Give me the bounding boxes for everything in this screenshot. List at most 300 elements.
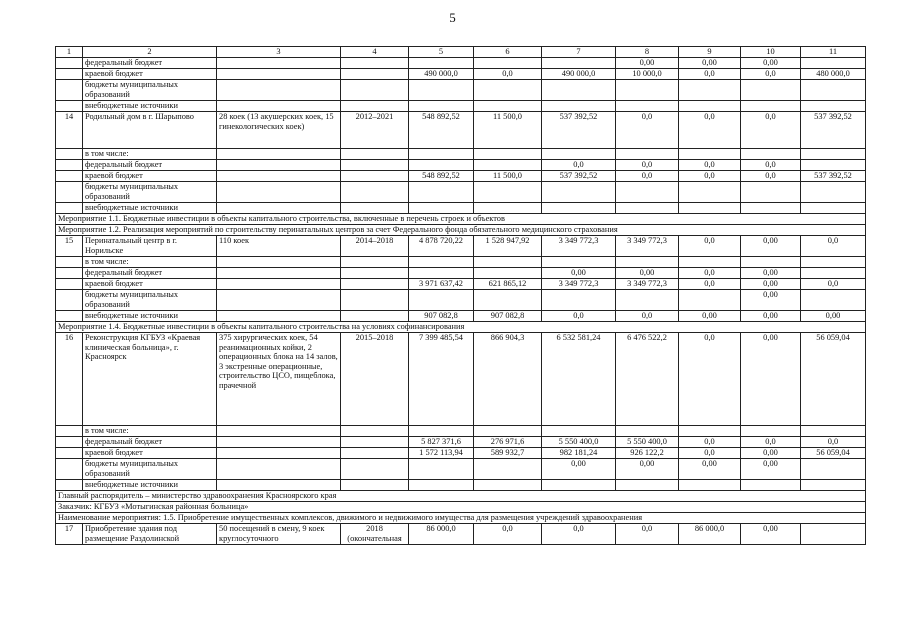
table-row bbox=[56, 333, 866, 426]
value-cell bbox=[741, 80, 801, 101]
value-cell: 621 865,12 bbox=[474, 279, 542, 290]
page-number: 5 bbox=[449, 10, 456, 25]
table-row bbox=[56, 290, 866, 311]
table-row bbox=[56, 437, 866, 448]
capacity-cell bbox=[217, 58, 341, 69]
value-cell bbox=[409, 480, 474, 491]
value-cell: 907 082,8 bbox=[409, 311, 474, 322]
table-row bbox=[56, 69, 866, 80]
value-cell: 0,0 bbox=[801, 279, 866, 290]
value-cell: 0,00 bbox=[741, 333, 801, 426]
value-cell bbox=[474, 160, 542, 171]
period-cell bbox=[341, 448, 409, 459]
name-cell: федеральный бюджет bbox=[83, 160, 217, 171]
value-cell bbox=[409, 257, 474, 268]
table-row bbox=[56, 58, 866, 69]
name-cell: в том числе: bbox=[83, 149, 217, 160]
value-cell: 548 892,52 bbox=[409, 112, 474, 149]
value-cell: 0,0 bbox=[616, 160, 679, 171]
value-cell: 6 476 522,2 bbox=[616, 333, 679, 426]
header-row bbox=[56, 47, 866, 58]
value-cell: 0,00 bbox=[679, 459, 741, 480]
value-cell bbox=[474, 58, 542, 69]
value-cell bbox=[616, 480, 679, 491]
value-cell: 982 181,24 bbox=[542, 448, 616, 459]
capacity-cell bbox=[217, 268, 341, 279]
value-cell bbox=[542, 480, 616, 491]
period-cell bbox=[341, 149, 409, 160]
row-number-cell bbox=[56, 171, 83, 182]
period-cell: 2014–2018 bbox=[341, 236, 409, 257]
value-cell: 3 349 772,3 bbox=[616, 279, 679, 290]
row-number-cell bbox=[56, 257, 83, 268]
value-cell bbox=[741, 203, 801, 214]
value-cell: 7 399 485,54 bbox=[409, 333, 474, 426]
value-cell: 0,0 bbox=[616, 112, 679, 149]
capacity-cell bbox=[217, 182, 341, 203]
period-cell bbox=[341, 290, 409, 311]
value-cell: 0,0 bbox=[474, 524, 542, 545]
value-cell: 56 059,04 bbox=[801, 448, 866, 459]
section-title: Мероприятие 1.2. Реализация мероприятий по строительству перинатальных центров за счет Федерального фонда обязательного медицинского страхования bbox=[56, 225, 866, 236]
value-cell bbox=[741, 480, 801, 491]
value-cell: 0,0 bbox=[741, 112, 801, 149]
period-cell bbox=[341, 58, 409, 69]
section-title: Мероприятие 1.1. Бюджетные инвестиции в объекты капитального строительства, включенные в перечень строек и объектов bbox=[56, 214, 866, 225]
row-number-cell bbox=[56, 290, 83, 311]
capacity-cell bbox=[217, 160, 341, 171]
value-cell: 0,0 bbox=[679, 160, 741, 171]
value-cell bbox=[801, 160, 866, 171]
value-cell bbox=[679, 203, 741, 214]
name-cell: внебюджетные источники bbox=[83, 203, 217, 214]
value-cell bbox=[474, 101, 542, 112]
value-cell bbox=[679, 257, 741, 268]
row-number-cell bbox=[56, 203, 83, 214]
table-row bbox=[56, 311, 866, 322]
value-cell: 6 532 581,24 bbox=[542, 333, 616, 426]
value-cell bbox=[616, 426, 679, 437]
capacity-cell bbox=[217, 80, 341, 101]
value-cell bbox=[679, 182, 741, 203]
value-cell: 0,0 bbox=[679, 437, 741, 448]
section-row bbox=[56, 513, 866, 524]
value-cell: 3 971 637,42 bbox=[409, 279, 474, 290]
value-cell: 0,0 bbox=[679, 268, 741, 279]
value-cell: 490 000,0 bbox=[409, 69, 474, 80]
value-cell: 4 878 720,22 bbox=[409, 236, 474, 257]
capacity-cell: 110 коек bbox=[217, 236, 341, 257]
value-cell: 0,0 bbox=[474, 69, 542, 80]
period-cell bbox=[341, 426, 409, 437]
capacity-cell bbox=[217, 459, 341, 480]
value-cell: 0,00 bbox=[741, 524, 801, 545]
value-cell bbox=[474, 426, 542, 437]
section-title: Заказчик: КГБУЗ «Мотыгинская районная больница» bbox=[56, 502, 866, 513]
value-cell bbox=[801, 149, 866, 160]
table-row bbox=[56, 101, 866, 112]
value-cell bbox=[679, 290, 741, 311]
header-cell: 7 bbox=[542, 47, 616, 58]
value-cell bbox=[801, 268, 866, 279]
section-row bbox=[56, 225, 866, 236]
value-cell bbox=[542, 257, 616, 268]
value-cell: 0,00 bbox=[741, 268, 801, 279]
table-row bbox=[56, 268, 866, 279]
value-cell bbox=[409, 58, 474, 69]
value-cell bbox=[409, 426, 474, 437]
value-cell: 0,0 bbox=[679, 279, 741, 290]
row-number-cell bbox=[56, 448, 83, 459]
header-cell: 11 bbox=[801, 47, 866, 58]
value-cell: 0,00 bbox=[801, 311, 866, 322]
value-cell bbox=[474, 459, 542, 480]
table-row bbox=[56, 459, 866, 480]
value-cell bbox=[801, 426, 866, 437]
name-cell: бюджеты муниципальных образований bbox=[83, 290, 217, 311]
value-cell bbox=[474, 257, 542, 268]
name-cell: федеральный бюджет bbox=[83, 268, 217, 279]
value-cell: 0,00 bbox=[741, 279, 801, 290]
row-number-cell bbox=[56, 58, 83, 69]
table-row bbox=[56, 171, 866, 182]
name-cell: Родильный дом в г. Шарыпово bbox=[83, 112, 217, 149]
value-cell: 0,00 bbox=[741, 311, 801, 322]
name-cell: внебюджетные источники bbox=[83, 311, 217, 322]
period-cell bbox=[341, 80, 409, 101]
name-cell: внебюджетные источники bbox=[83, 480, 217, 491]
name-cell: краевой бюджет bbox=[83, 171, 217, 182]
value-cell: 0,00 bbox=[616, 58, 679, 69]
value-cell: 0,0 bbox=[542, 160, 616, 171]
period-cell: 2012–2021 bbox=[341, 112, 409, 149]
capacity-cell bbox=[217, 426, 341, 437]
value-cell: 0,0 bbox=[741, 160, 801, 171]
value-cell: 0,00 bbox=[542, 268, 616, 279]
value-cell bbox=[409, 101, 474, 112]
row-number-cell bbox=[56, 437, 83, 448]
period-cell bbox=[341, 182, 409, 203]
table-row bbox=[56, 149, 866, 160]
name-cell: краевой бюджет bbox=[83, 279, 217, 290]
row-number-cell: 15 bbox=[56, 236, 83, 257]
value-cell: 537 392,52 bbox=[542, 171, 616, 182]
table-row bbox=[56, 524, 866, 545]
table-row bbox=[56, 160, 866, 171]
capacity-cell: 50 посещений в смену, 9 коек круглосуточного bbox=[217, 524, 341, 545]
header-cell: 4 bbox=[341, 47, 409, 58]
row-number-cell bbox=[56, 101, 83, 112]
value-cell: 0,0 bbox=[616, 171, 679, 182]
capacity-cell bbox=[217, 480, 341, 491]
capacity-cell bbox=[217, 101, 341, 112]
value-cell: 276 971,6 bbox=[474, 437, 542, 448]
value-cell bbox=[474, 268, 542, 279]
value-cell bbox=[409, 268, 474, 279]
row-number-cell bbox=[56, 149, 83, 160]
value-cell: 10 000,0 bbox=[616, 69, 679, 80]
header-cell: 9 bbox=[679, 47, 741, 58]
name-cell: Перинатальный центр в г. Норильске bbox=[83, 236, 217, 257]
header-cell: 5 bbox=[409, 47, 474, 58]
name-cell: внебюджетные источники bbox=[83, 101, 217, 112]
row-number-cell bbox=[56, 459, 83, 480]
name-cell: Реконструкция КГБУЗ «Краевая клиническая больница», г. Красноярск bbox=[83, 333, 217, 426]
value-cell: 0,00 bbox=[741, 448, 801, 459]
value-cell bbox=[801, 257, 866, 268]
table-row bbox=[56, 112, 866, 149]
capacity-cell bbox=[217, 311, 341, 322]
name-cell: Приобретение здания под размещение Раздолинской bbox=[83, 524, 217, 545]
value-cell: 0,0 bbox=[679, 112, 741, 149]
capacity-cell bbox=[217, 257, 341, 268]
row-number-cell bbox=[56, 268, 83, 279]
value-cell bbox=[741, 101, 801, 112]
value-cell: 0,00 bbox=[741, 459, 801, 480]
period-cell bbox=[341, 279, 409, 290]
value-cell bbox=[409, 203, 474, 214]
row-number-cell bbox=[56, 69, 83, 80]
value-cell: 0,0 bbox=[542, 311, 616, 322]
value-cell bbox=[741, 149, 801, 160]
value-cell: 0,00 bbox=[741, 58, 801, 69]
value-cell: 589 932,7 bbox=[474, 448, 542, 459]
section-row bbox=[56, 502, 866, 513]
value-cell: 3 349 772,3 bbox=[542, 279, 616, 290]
value-cell: 86 000,0 bbox=[679, 524, 741, 545]
value-cell: 0,00 bbox=[616, 459, 679, 480]
value-cell: 0,00 bbox=[741, 290, 801, 311]
name-cell: бюджеты муниципальных образований bbox=[83, 182, 217, 203]
value-cell bbox=[542, 58, 616, 69]
table-row bbox=[56, 426, 866, 437]
header-cell: 3 bbox=[217, 47, 341, 58]
name-cell: федеральный бюджет bbox=[83, 58, 217, 69]
table-row bbox=[56, 480, 866, 491]
value-cell: 0,0 bbox=[801, 236, 866, 257]
value-cell: 0,0 bbox=[679, 171, 741, 182]
value-cell bbox=[741, 426, 801, 437]
value-cell bbox=[801, 80, 866, 101]
value-cell: 537 392,52 bbox=[801, 112, 866, 149]
value-cell bbox=[409, 182, 474, 203]
name-cell: краевой бюджет bbox=[83, 448, 217, 459]
row-number-cell bbox=[56, 80, 83, 101]
capacity-cell bbox=[217, 279, 341, 290]
table-row bbox=[56, 182, 866, 203]
value-cell bbox=[409, 290, 474, 311]
table-row bbox=[56, 203, 866, 214]
capacity-cell bbox=[217, 437, 341, 448]
value-cell: 537 392,52 bbox=[801, 171, 866, 182]
value-cell: 3 349 772,3 bbox=[542, 236, 616, 257]
row-number-cell: 14 bbox=[56, 112, 83, 149]
value-cell bbox=[409, 149, 474, 160]
value-cell bbox=[474, 149, 542, 160]
value-cell: 1 528 947,92 bbox=[474, 236, 542, 257]
section-row bbox=[56, 491, 866, 502]
value-cell bbox=[542, 426, 616, 437]
value-cell: 0,0 bbox=[741, 171, 801, 182]
capacity-cell bbox=[217, 203, 341, 214]
value-cell bbox=[542, 80, 616, 101]
header-cell: 1 bbox=[56, 47, 83, 58]
value-cell bbox=[616, 101, 679, 112]
value-cell: 0,0 bbox=[679, 69, 741, 80]
row-number-cell bbox=[56, 182, 83, 203]
header-cell: 6 bbox=[474, 47, 542, 58]
row-number-cell bbox=[56, 311, 83, 322]
value-cell: 907 082,8 bbox=[474, 311, 542, 322]
table-row bbox=[56, 257, 866, 268]
value-cell bbox=[801, 203, 866, 214]
value-cell bbox=[542, 101, 616, 112]
value-cell: 548 892,52 bbox=[409, 171, 474, 182]
period-cell: 2018 (окончательная bbox=[341, 524, 409, 545]
value-cell: 0,00 bbox=[679, 58, 741, 69]
value-cell bbox=[542, 149, 616, 160]
value-cell bbox=[542, 182, 616, 203]
period-cell bbox=[341, 203, 409, 214]
value-cell bbox=[801, 480, 866, 491]
value-cell: 0,0 bbox=[679, 333, 741, 426]
value-cell bbox=[409, 160, 474, 171]
value-cell: 0,0 bbox=[679, 236, 741, 257]
period-cell bbox=[341, 69, 409, 80]
value-cell bbox=[409, 459, 474, 480]
value-cell: 5 550 400,0 bbox=[616, 437, 679, 448]
section-row bbox=[56, 214, 866, 225]
name-cell: федеральный бюджет bbox=[83, 437, 217, 448]
value-cell: 0,0 bbox=[542, 524, 616, 545]
table-row bbox=[56, 448, 866, 459]
table-row bbox=[56, 279, 866, 290]
row-number-cell bbox=[56, 160, 83, 171]
capacity-cell bbox=[217, 448, 341, 459]
value-cell bbox=[801, 101, 866, 112]
value-cell: 866 904,3 bbox=[474, 333, 542, 426]
value-cell: 0,0 bbox=[741, 437, 801, 448]
capacity-cell bbox=[217, 171, 341, 182]
value-cell: 0,0 bbox=[616, 524, 679, 545]
value-cell: 3 349 772,3 bbox=[616, 236, 679, 257]
value-cell bbox=[679, 426, 741, 437]
header-cell: 10 bbox=[741, 47, 801, 58]
value-cell: 86 000,0 bbox=[409, 524, 474, 545]
value-cell: 0,00 bbox=[679, 311, 741, 322]
value-cell bbox=[616, 149, 679, 160]
period-cell bbox=[341, 311, 409, 322]
period-cell bbox=[341, 459, 409, 480]
section-title: Наименование мероприятия: 1.5. Приобретение имущественных комплексов, движимого и недвижимого имущества для размещения учреждений здравоохранения bbox=[56, 513, 866, 524]
name-cell: в том числе: bbox=[83, 426, 217, 437]
value-cell bbox=[679, 480, 741, 491]
header-cell: 2 bbox=[83, 47, 217, 58]
value-cell bbox=[542, 290, 616, 311]
period-cell bbox=[341, 160, 409, 171]
capacity-cell bbox=[217, 69, 341, 80]
value-cell bbox=[741, 182, 801, 203]
value-cell: 11 500,0 bbox=[474, 112, 542, 149]
value-cell bbox=[542, 203, 616, 214]
value-cell bbox=[616, 203, 679, 214]
value-cell: 11 500,0 bbox=[474, 171, 542, 182]
period-cell bbox=[341, 101, 409, 112]
capacity-cell: 375 хирургических коек, 54 реанимационных койки, 2 операционных блока на 14 залов, 3 экстренные операционные, строительство ЦСО, пищеблока, прачечной bbox=[217, 333, 341, 426]
table-row bbox=[56, 236, 866, 257]
period-cell: 2015–2018 bbox=[341, 333, 409, 426]
section-title: Главный распорядитель – министерство здравоохранения Красноярского края bbox=[56, 491, 866, 502]
value-cell: 0,0 bbox=[741, 69, 801, 80]
value-cell bbox=[616, 182, 679, 203]
value-cell: 1 572 113,94 bbox=[409, 448, 474, 459]
value-cell bbox=[616, 257, 679, 268]
row-number-cell bbox=[56, 480, 83, 491]
table-body bbox=[56, 47, 866, 545]
value-cell bbox=[801, 524, 866, 545]
name-cell: в том числе: bbox=[83, 257, 217, 268]
value-cell: 5 827 371,6 bbox=[409, 437, 474, 448]
row-number-cell: 17 bbox=[56, 524, 83, 545]
row-number-cell bbox=[56, 426, 83, 437]
value-cell: 926 122,2 bbox=[616, 448, 679, 459]
value-cell: 537 392,52 bbox=[542, 112, 616, 149]
period-cell bbox=[341, 480, 409, 491]
value-cell: 0,0 bbox=[679, 448, 741, 459]
value-cell bbox=[679, 101, 741, 112]
value-cell bbox=[474, 80, 542, 101]
value-cell: 0,00 bbox=[741, 236, 801, 257]
section-title: Мероприятие 1.4. Бюджетные инвестиции в объекты капитального строительства на условиях софинансирования bbox=[56, 322, 866, 333]
value-cell bbox=[741, 257, 801, 268]
value-cell: 480 000,0 bbox=[801, 69, 866, 80]
table-row bbox=[56, 80, 866, 101]
value-cell bbox=[801, 459, 866, 480]
value-cell bbox=[616, 80, 679, 101]
capacity-cell bbox=[217, 290, 341, 311]
budget-table bbox=[55, 46, 866, 545]
value-cell bbox=[474, 203, 542, 214]
value-cell bbox=[801, 58, 866, 69]
value-cell: 0,0 bbox=[616, 311, 679, 322]
period-cell bbox=[341, 268, 409, 279]
value-cell bbox=[616, 290, 679, 311]
row-number-cell bbox=[56, 279, 83, 290]
value-cell: 0,00 bbox=[616, 268, 679, 279]
value-cell bbox=[474, 182, 542, 203]
value-cell bbox=[474, 290, 542, 311]
value-cell bbox=[801, 290, 866, 311]
period-cell bbox=[341, 257, 409, 268]
period-cell bbox=[341, 437, 409, 448]
value-cell bbox=[474, 480, 542, 491]
header-cell: 8 bbox=[616, 47, 679, 58]
name-cell: бюджеты муниципальных образований bbox=[83, 459, 217, 480]
name-cell: бюджеты муниципальных образований bbox=[83, 80, 217, 101]
value-cell: 5 550 400,0 bbox=[542, 437, 616, 448]
value-cell bbox=[801, 182, 866, 203]
value-cell: 490 000,0 bbox=[542, 69, 616, 80]
value-cell: 0,00 bbox=[542, 459, 616, 480]
value-cell bbox=[409, 80, 474, 101]
section-row bbox=[56, 322, 866, 333]
value-cell: 56 059,04 bbox=[801, 333, 866, 426]
capacity-cell: 28 коек (13 акушерских коек, 15 гинекологических коек) bbox=[217, 112, 341, 149]
capacity-cell bbox=[217, 149, 341, 160]
value-cell bbox=[679, 149, 741, 160]
row-number-cell: 16 bbox=[56, 333, 83, 426]
period-cell bbox=[341, 171, 409, 182]
